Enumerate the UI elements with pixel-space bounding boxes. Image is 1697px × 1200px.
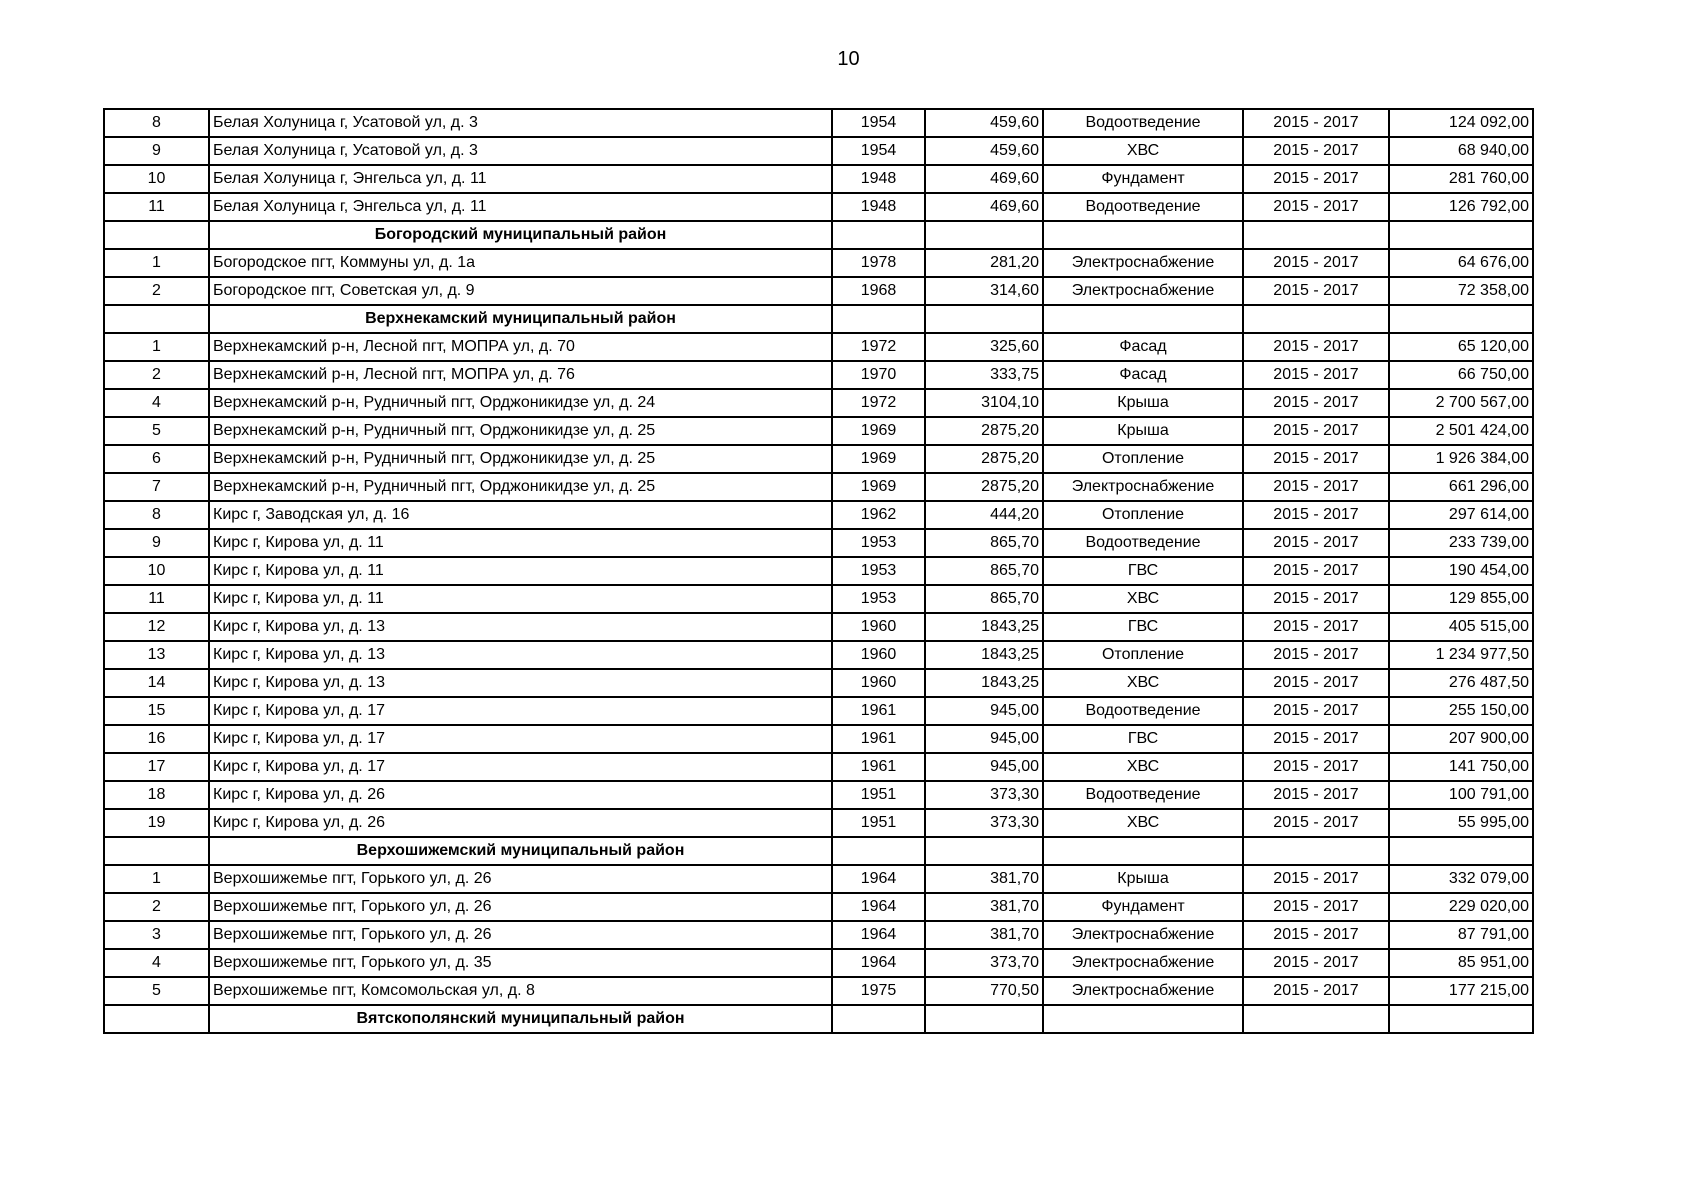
- cost-cell: 65 120,00: [1389, 333, 1533, 361]
- address-cell: Кирс г, Кирова ул, д. 11: [209, 557, 832, 585]
- period-cell: 2015 - 2017: [1243, 417, 1389, 445]
- period-cell: 2015 - 2017: [1243, 921, 1389, 949]
- area-cell: [925, 837, 1043, 865]
- row-number-cell: 10: [104, 165, 209, 193]
- cost-cell: 87 791,00: [1389, 921, 1533, 949]
- year-cell: 1951: [832, 809, 925, 837]
- period-cell: [1243, 305, 1389, 333]
- work-type-cell: Крыша: [1043, 417, 1243, 445]
- address-cell: Кирс г, Кирова ул, д. 17: [209, 753, 832, 781]
- area-cell: 469,60: [925, 165, 1043, 193]
- row-number-cell: 2: [104, 361, 209, 389]
- work-type-cell: Водоотведение: [1043, 781, 1243, 809]
- year-cell: 1960: [832, 641, 925, 669]
- area-cell: 444,20: [925, 501, 1043, 529]
- cost-cell: 141 750,00: [1389, 753, 1533, 781]
- area-cell: 865,70: [925, 585, 1043, 613]
- address-cell: Белая Холуница г, Энгельса ул, д. 11: [209, 193, 832, 221]
- cost-cell: 233 739,00: [1389, 529, 1533, 557]
- table-row: [104, 585, 1533, 613]
- work-type-cell: ГВС: [1043, 613, 1243, 641]
- row-number-cell: 19: [104, 809, 209, 837]
- address-cell: Верхнекамский р-н, Рудничный пгт, Орджоникидзе ул, д. 25: [209, 445, 832, 473]
- table-row: [104, 781, 1533, 809]
- row-number-cell: 9: [104, 529, 209, 557]
- period-cell: 2015 - 2017: [1243, 389, 1389, 417]
- address-cell: Верхошижемье пгт, Горького ул, д. 26: [209, 893, 832, 921]
- work-type-cell: ХВС: [1043, 585, 1243, 613]
- year-cell: 1972: [832, 389, 925, 417]
- address-cell: Белая Холуница г, Усатовой ул, д. 3: [209, 137, 832, 165]
- repair-schedule-table: [103, 108, 1534, 1034]
- address-cell: Кирс г, Кирова ул, д. 17: [209, 697, 832, 725]
- row-number-cell: 5: [104, 417, 209, 445]
- work-type-cell: Электроснабжение: [1043, 977, 1243, 1005]
- address-cell: Верхошижемье пгт, Горького ул, д. 35: [209, 949, 832, 977]
- area-cell: 945,00: [925, 753, 1043, 781]
- row-number-cell: 6: [104, 445, 209, 473]
- cost-cell: [1389, 837, 1533, 865]
- table-row: [104, 445, 1533, 473]
- area-cell: 381,70: [925, 865, 1043, 893]
- table-row: [104, 193, 1533, 221]
- table-row: [104, 697, 1533, 725]
- period-cell: 2015 - 2017: [1243, 781, 1389, 809]
- year-cell: 1969: [832, 445, 925, 473]
- address-cell: Верхошижемье пгт, Горького ул, д. 26: [209, 865, 832, 893]
- period-cell: 2015 - 2017: [1243, 809, 1389, 837]
- year-cell: [832, 305, 925, 333]
- period-cell: 2015 - 2017: [1243, 333, 1389, 361]
- cost-cell: 1 926 384,00: [1389, 445, 1533, 473]
- year-cell: [832, 1005, 925, 1033]
- area-cell: 333,75: [925, 361, 1043, 389]
- year-cell: 1961: [832, 697, 925, 725]
- year-cell: 1961: [832, 753, 925, 781]
- work-type-cell: ГВС: [1043, 557, 1243, 585]
- work-type-cell: ХВС: [1043, 753, 1243, 781]
- work-type-cell: Водоотведение: [1043, 529, 1243, 557]
- period-cell: 2015 - 2017: [1243, 529, 1389, 557]
- address-cell: Кирс г, Кирова ул, д. 26: [209, 809, 832, 837]
- year-cell: 1954: [832, 109, 925, 137]
- row-number-cell: 5: [104, 977, 209, 1005]
- work-type-cell: ХВС: [1043, 669, 1243, 697]
- address-cell: Верхнекамский р-н, Рудничный пгт, Орджоникидзе ул, д. 24: [209, 389, 832, 417]
- address-cell: Верхнекамский р-н, Рудничный пгт, Орджоникидзе ул, д. 25: [209, 473, 832, 501]
- cost-cell: 2 501 424,00: [1389, 417, 1533, 445]
- district-name: Вятскополянский муниципальный район: [209, 1005, 832, 1033]
- table-row: [104, 865, 1533, 893]
- cost-cell: 276 487,50: [1389, 669, 1533, 697]
- year-cell: 1954: [832, 137, 925, 165]
- page-number: 10: [837, 48, 860, 70]
- work-type-cell: Фундамент: [1043, 893, 1243, 921]
- address-cell: Кирс г, Кирова ул, д. 13: [209, 613, 832, 641]
- year-cell: 1964: [832, 865, 925, 893]
- year-cell: 1960: [832, 613, 925, 641]
- address-cell: Белая Холуница г, Энгельса ул, д. 11: [209, 165, 832, 193]
- row-number-cell: 17: [104, 753, 209, 781]
- table-row: [104, 473, 1533, 501]
- work-type-cell: Электроснабжение: [1043, 949, 1243, 977]
- table-row: [104, 109, 1533, 137]
- cost-cell: 661 296,00: [1389, 473, 1533, 501]
- work-type-cell: Водоотведение: [1043, 109, 1243, 137]
- area-cell: 381,70: [925, 893, 1043, 921]
- work-type-cell: Электроснабжение: [1043, 473, 1243, 501]
- area-cell: 459,60: [925, 109, 1043, 137]
- period-cell: 2015 - 2017: [1243, 949, 1389, 977]
- table-row: [104, 921, 1533, 949]
- area-cell: 1843,25: [925, 669, 1043, 697]
- row-number-cell: 7: [104, 473, 209, 501]
- cost-cell: 2 700 567,00: [1389, 389, 1533, 417]
- work-type-cell: [1043, 221, 1243, 249]
- table-row: [104, 613, 1533, 641]
- cost-cell: 1 234 977,50: [1389, 641, 1533, 669]
- area-cell: 945,00: [925, 725, 1043, 753]
- address-cell: Кирс г, Кирова ул, д. 11: [209, 529, 832, 557]
- cost-cell: [1389, 305, 1533, 333]
- table-row: [104, 417, 1533, 445]
- table-row: [104, 753, 1533, 781]
- row-number-cell: [104, 837, 209, 865]
- cost-cell: 72 358,00: [1389, 277, 1533, 305]
- year-cell: 1970: [832, 361, 925, 389]
- work-type-cell: Крыша: [1043, 865, 1243, 893]
- address-cell: Богородское пгт, Коммуны ул, д. 1а: [209, 249, 832, 277]
- area-cell: 325,60: [925, 333, 1043, 361]
- area-cell: 2875,20: [925, 473, 1043, 501]
- cost-cell: 129 855,00: [1389, 585, 1533, 613]
- table-row: [104, 137, 1533, 165]
- cost-cell: 177 215,00: [1389, 977, 1533, 1005]
- period-cell: [1243, 837, 1389, 865]
- cost-cell: 255 150,00: [1389, 697, 1533, 725]
- work-type-cell: Отопление: [1043, 501, 1243, 529]
- work-type-cell: Водоотведение: [1043, 697, 1243, 725]
- work-type-cell: Фасад: [1043, 361, 1243, 389]
- row-number-cell: 4: [104, 949, 209, 977]
- period-cell: 2015 - 2017: [1243, 445, 1389, 473]
- cost-cell: 124 092,00: [1389, 109, 1533, 137]
- year-cell: 1964: [832, 949, 925, 977]
- period-cell: 2015 - 2017: [1243, 361, 1389, 389]
- work-type-cell: Фундамент: [1043, 165, 1243, 193]
- district-name: Богородский муниципальный район: [209, 221, 832, 249]
- year-cell: 1975: [832, 977, 925, 1005]
- row-number-cell: 10: [104, 557, 209, 585]
- row-number-cell: 2: [104, 893, 209, 921]
- period-cell: 2015 - 2017: [1243, 753, 1389, 781]
- district-header-row: [104, 221, 1533, 249]
- area-cell: 945,00: [925, 697, 1043, 725]
- address-cell: Верхошижемье пгт, Горького ул, д. 26: [209, 921, 832, 949]
- area-cell: 314,60: [925, 277, 1043, 305]
- area-cell: 373,70: [925, 949, 1043, 977]
- cost-cell: [1389, 1005, 1533, 1033]
- area-cell: [925, 1005, 1043, 1033]
- row-number-cell: 18: [104, 781, 209, 809]
- area-cell: 865,70: [925, 557, 1043, 585]
- period-cell: 2015 - 2017: [1243, 501, 1389, 529]
- row-number-cell: [104, 1005, 209, 1033]
- area-cell: 373,30: [925, 809, 1043, 837]
- period-cell: [1243, 221, 1389, 249]
- address-cell: Кирс г, Заводская ул, д. 16: [209, 501, 832, 529]
- year-cell: 1961: [832, 725, 925, 753]
- address-cell: Богородское пгт, Советская ул, д. 9: [209, 277, 832, 305]
- row-number-cell: 16: [104, 725, 209, 753]
- year-cell: 1969: [832, 473, 925, 501]
- cost-cell: 66 750,00: [1389, 361, 1533, 389]
- table-row: [104, 529, 1533, 557]
- table-row: [104, 809, 1533, 837]
- row-number-cell: [104, 221, 209, 249]
- year-cell: 1951: [832, 781, 925, 809]
- table-row: [104, 669, 1533, 697]
- table-row: [104, 949, 1533, 977]
- row-number-cell: 14: [104, 669, 209, 697]
- table-row: [104, 361, 1533, 389]
- area-cell: 469,60: [925, 193, 1043, 221]
- period-cell: 2015 - 2017: [1243, 669, 1389, 697]
- work-type-cell: [1043, 1005, 1243, 1033]
- table-row: [104, 725, 1533, 753]
- year-cell: 1962: [832, 501, 925, 529]
- address-cell: Белая Холуница г, Усатовой ул, д. 3: [209, 109, 832, 137]
- area-cell: 459,60: [925, 137, 1043, 165]
- area-cell: 1843,25: [925, 613, 1043, 641]
- year-cell: 1978: [832, 249, 925, 277]
- period-cell: [1243, 1005, 1389, 1033]
- table-row: [104, 893, 1533, 921]
- table-row: [104, 389, 1533, 417]
- work-type-cell: Крыша: [1043, 389, 1243, 417]
- period-cell: 2015 - 2017: [1243, 893, 1389, 921]
- cost-cell: 297 614,00: [1389, 501, 1533, 529]
- period-cell: 2015 - 2017: [1243, 613, 1389, 641]
- cost-cell: 281 760,00: [1389, 165, 1533, 193]
- row-number-cell: 11: [104, 585, 209, 613]
- work-type-cell: ХВС: [1043, 809, 1243, 837]
- table-row: [104, 501, 1533, 529]
- period-cell: 2015 - 2017: [1243, 249, 1389, 277]
- area-cell: 2875,20: [925, 445, 1043, 473]
- row-number-cell: 4: [104, 389, 209, 417]
- area-cell: 2875,20: [925, 417, 1043, 445]
- work-type-cell: Отопление: [1043, 445, 1243, 473]
- cost-cell: 64 676,00: [1389, 249, 1533, 277]
- table-row: [104, 557, 1533, 585]
- address-cell: Верхнекамский р-н, Лесной пгт, МОПРА ул, д. 70: [209, 333, 832, 361]
- cost-cell: 405 515,00: [1389, 613, 1533, 641]
- district-name: Верхошижемский муниципальный район: [209, 837, 832, 865]
- year-cell: 1948: [832, 193, 925, 221]
- period-cell: 2015 - 2017: [1243, 725, 1389, 753]
- row-number-cell: 13: [104, 641, 209, 669]
- area-cell: 770,50: [925, 977, 1043, 1005]
- address-cell: Кирс г, Кирова ул, д. 17: [209, 725, 832, 753]
- table-row: [104, 333, 1533, 361]
- period-cell: 2015 - 2017: [1243, 109, 1389, 137]
- work-type-cell: Электроснабжение: [1043, 277, 1243, 305]
- row-number-cell: 1: [104, 249, 209, 277]
- period-cell: 2015 - 2017: [1243, 137, 1389, 165]
- period-cell: 2015 - 2017: [1243, 697, 1389, 725]
- year-cell: 1972: [832, 333, 925, 361]
- row-number-cell: [104, 305, 209, 333]
- address-cell: Верхнекамский р-н, Рудничный пгт, Орджоникидзе ул, д. 25: [209, 417, 832, 445]
- work-type-cell: [1043, 305, 1243, 333]
- address-cell: Верхошижемье пгт, Комсомольская ул, д. 8: [209, 977, 832, 1005]
- table-body: [104, 109, 1533, 1033]
- year-cell: 1964: [832, 921, 925, 949]
- year-cell: [832, 221, 925, 249]
- work-type-cell: Фасад: [1043, 333, 1243, 361]
- year-cell: 1953: [832, 529, 925, 557]
- cost-cell: 332 079,00: [1389, 865, 1533, 893]
- table-row: [104, 277, 1533, 305]
- district-header-row: [104, 837, 1533, 865]
- row-number-cell: 1: [104, 333, 209, 361]
- work-type-cell: ХВС: [1043, 137, 1243, 165]
- work-type-cell: Электроснабжение: [1043, 921, 1243, 949]
- table-row: [104, 249, 1533, 277]
- cost-cell: 126 792,00: [1389, 193, 1533, 221]
- cost-cell: 207 900,00: [1389, 725, 1533, 753]
- district-header-row: [104, 1005, 1533, 1033]
- row-number-cell: 15: [104, 697, 209, 725]
- work-type-cell: Электроснабжение: [1043, 249, 1243, 277]
- cost-cell: 100 791,00: [1389, 781, 1533, 809]
- cost-cell: 229 020,00: [1389, 893, 1533, 921]
- cost-cell: 85 951,00: [1389, 949, 1533, 977]
- year-cell: 1964: [832, 893, 925, 921]
- area-cell: 865,70: [925, 529, 1043, 557]
- row-number-cell: 3: [104, 921, 209, 949]
- period-cell: 2015 - 2017: [1243, 165, 1389, 193]
- row-number-cell: 12: [104, 613, 209, 641]
- year-cell: 1960: [832, 669, 925, 697]
- period-cell: 2015 - 2017: [1243, 641, 1389, 669]
- period-cell: 2015 - 2017: [1243, 865, 1389, 893]
- row-number-cell: 1: [104, 865, 209, 893]
- period-cell: 2015 - 2017: [1243, 585, 1389, 613]
- row-number-cell: 11: [104, 193, 209, 221]
- table-row: [104, 977, 1533, 1005]
- address-cell: Кирс г, Кирова ул, д. 26: [209, 781, 832, 809]
- area-cell: 281,20: [925, 249, 1043, 277]
- period-cell: 2015 - 2017: [1243, 557, 1389, 585]
- address-cell: Верхнекамский р-н, Лесной пгт, МОПРА ул, д. 76: [209, 361, 832, 389]
- cost-cell: 68 940,00: [1389, 137, 1533, 165]
- area-cell: 3104,10: [925, 389, 1043, 417]
- district-header-row: [104, 305, 1533, 333]
- area-cell: 381,70: [925, 921, 1043, 949]
- year-cell: 1948: [832, 165, 925, 193]
- work-type-cell: [1043, 837, 1243, 865]
- address-cell: Кирс г, Кирова ул, д. 11: [209, 585, 832, 613]
- row-number-cell: 9: [104, 137, 209, 165]
- cost-cell: [1389, 221, 1533, 249]
- area-cell: [925, 305, 1043, 333]
- district-name: Верхнекамский муниципальный район: [209, 305, 832, 333]
- area-cell: 373,30: [925, 781, 1043, 809]
- year-cell: 1953: [832, 557, 925, 585]
- table-row: [104, 641, 1533, 669]
- year-cell: 1969: [832, 417, 925, 445]
- period-cell: 2015 - 2017: [1243, 977, 1389, 1005]
- address-cell: Кирс г, Кирова ул, д. 13: [209, 641, 832, 669]
- address-cell: Кирс г, Кирова ул, д. 13: [209, 669, 832, 697]
- row-number-cell: 8: [104, 109, 209, 137]
- period-cell: 2015 - 2017: [1243, 277, 1389, 305]
- year-cell: 1953: [832, 585, 925, 613]
- cost-cell: 190 454,00: [1389, 557, 1533, 585]
- period-cell: 2015 - 2017: [1243, 193, 1389, 221]
- row-number-cell: 8: [104, 501, 209, 529]
- year-cell: [832, 837, 925, 865]
- year-cell: 1968: [832, 277, 925, 305]
- period-cell: 2015 - 2017: [1243, 473, 1389, 501]
- table-row: [104, 165, 1533, 193]
- cost-cell: 55 995,00: [1389, 809, 1533, 837]
- work-type-cell: Отопление: [1043, 641, 1243, 669]
- work-type-cell: Водоотведение: [1043, 193, 1243, 221]
- area-cell: [925, 221, 1043, 249]
- area-cell: 1843,25: [925, 641, 1043, 669]
- work-type-cell: ГВС: [1043, 725, 1243, 753]
- row-number-cell: 2: [104, 277, 209, 305]
